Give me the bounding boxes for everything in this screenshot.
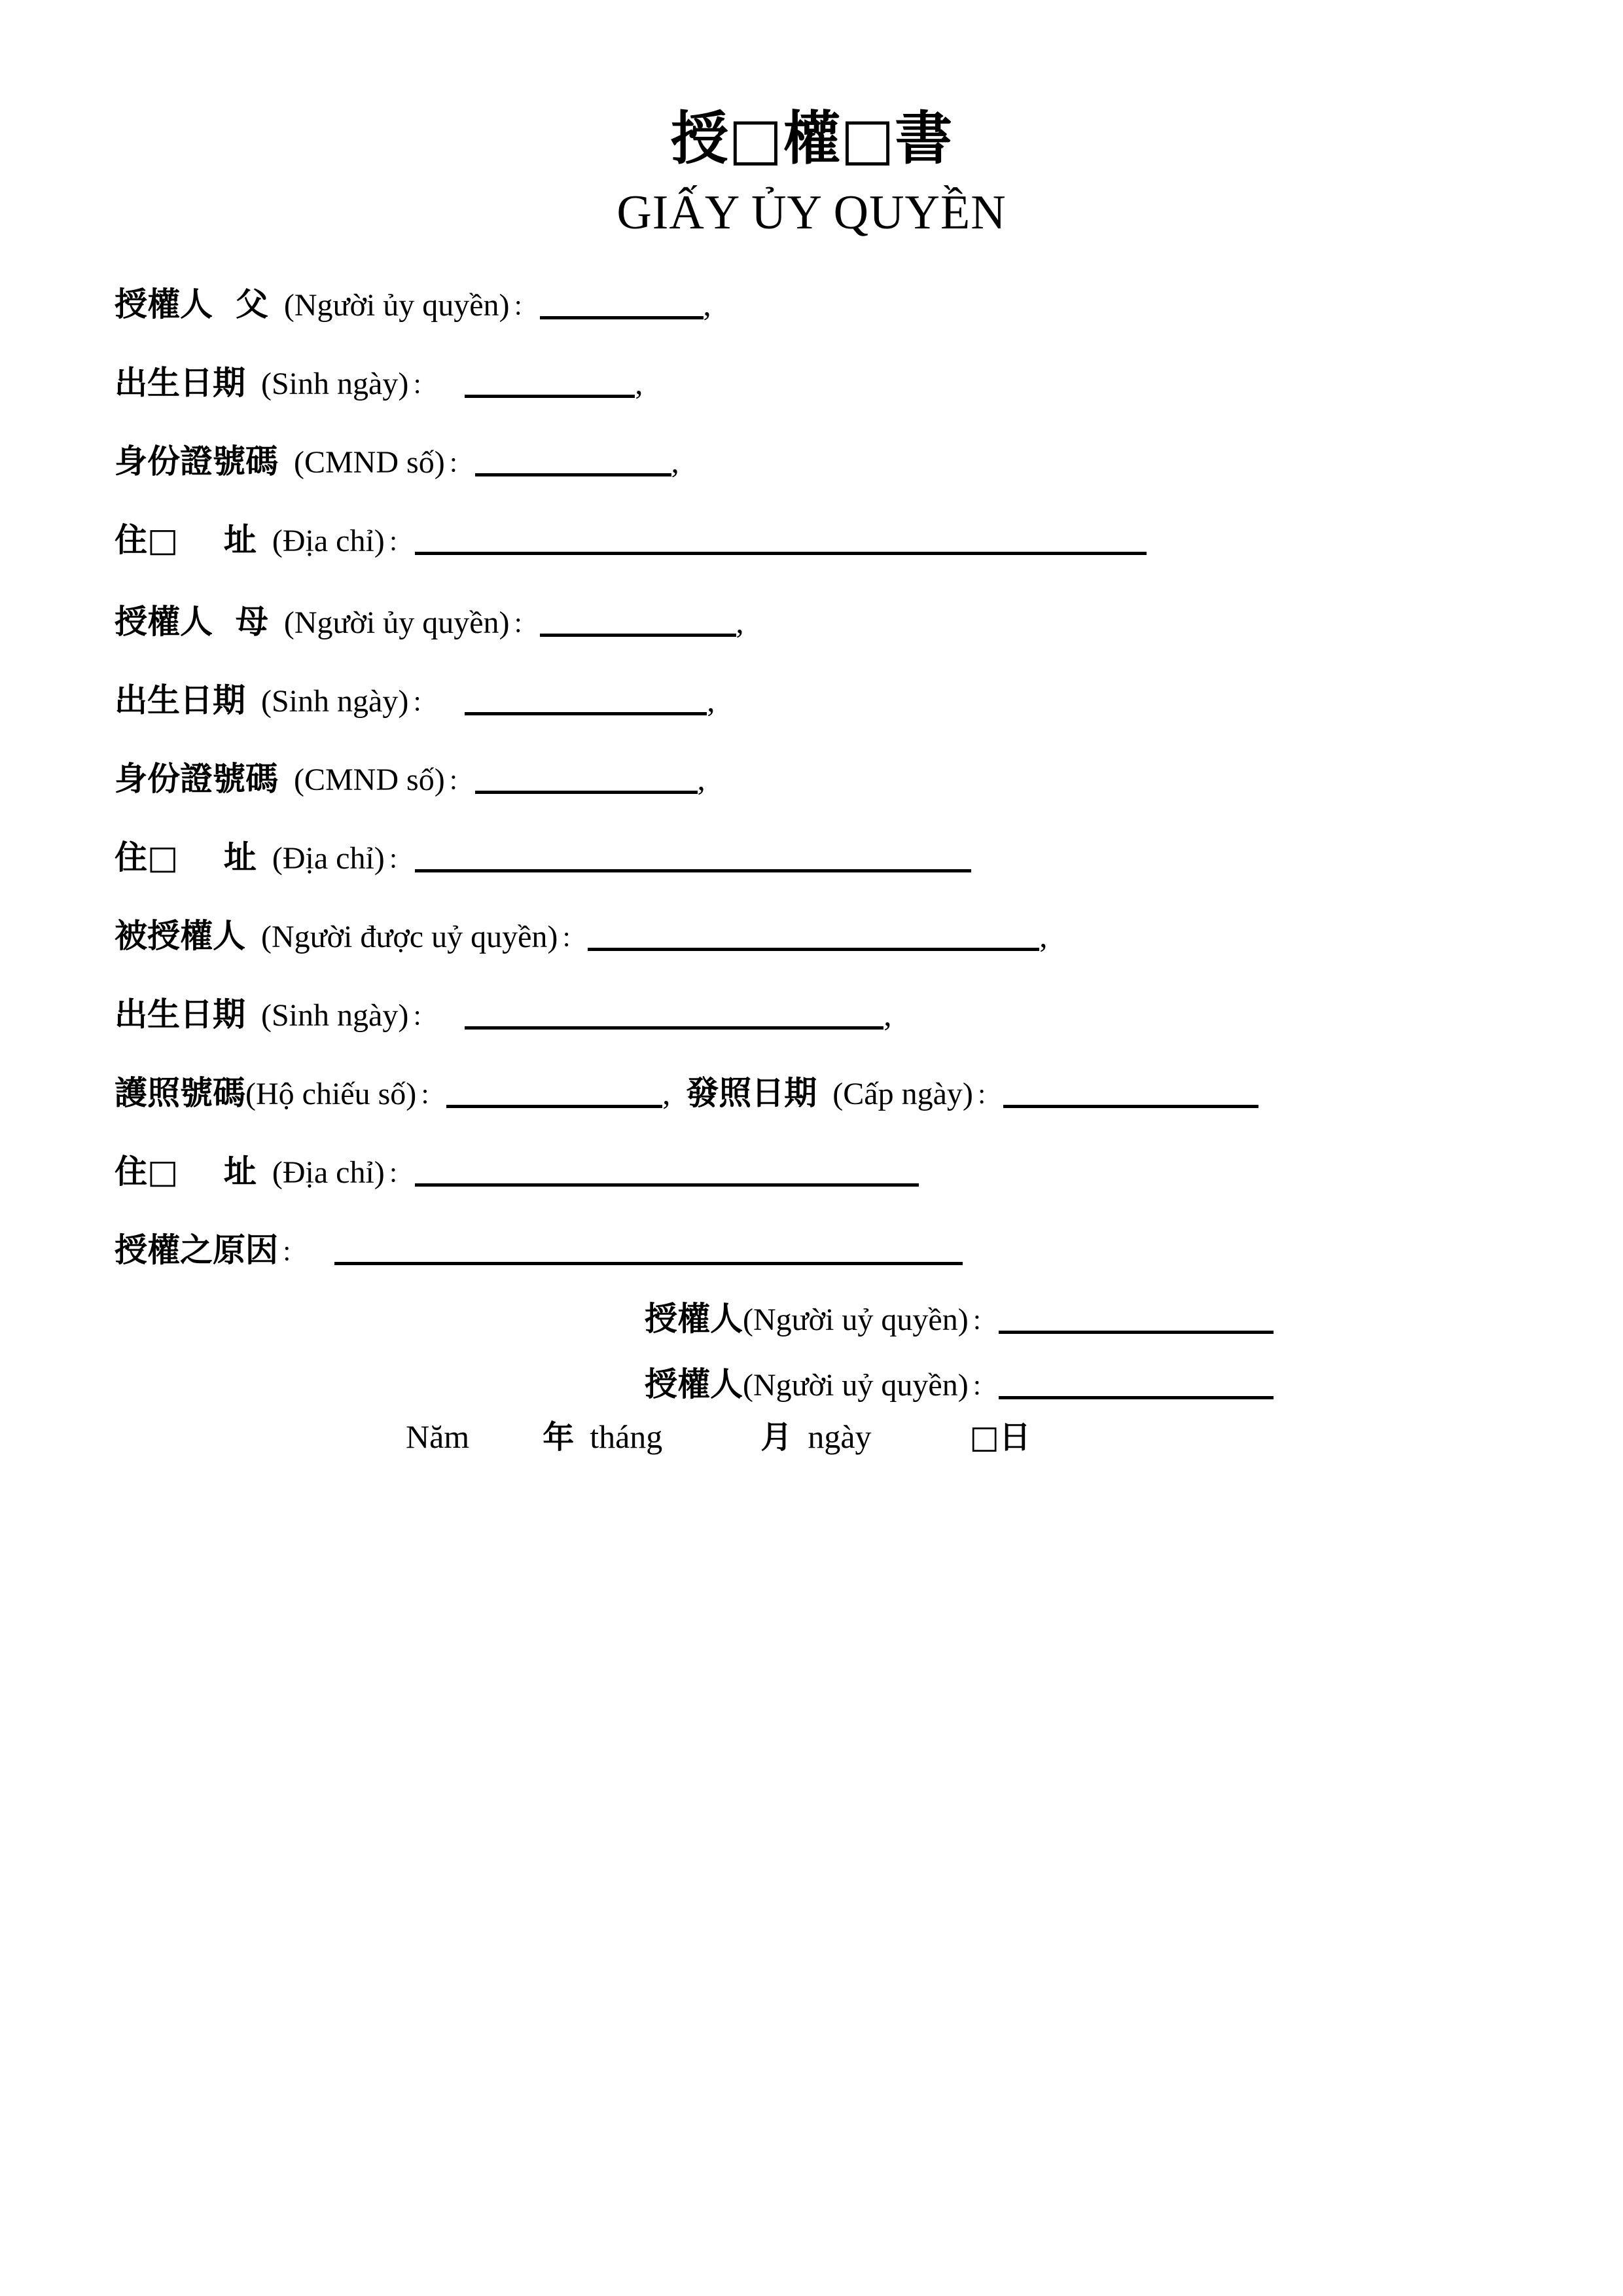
date-day-label-vn: ngày — [808, 1418, 872, 1455]
grantor-father-address-label-cjk: 住□ 址 — [115, 521, 257, 559]
page-title-vietnamese: GIẤY ỦY QUYỀN — [616, 186, 1007, 240]
grantee-dob-label-vn: (Sinh ngày) — [261, 998, 409, 1033]
grantee-dob-label-cjk: 出生日期 — [115, 996, 245, 1033]
passport-issue-date-colon: ： — [975, 1081, 1002, 1111]
grantor-mother-name-blank[interactable] — [540, 611, 736, 637]
signature-row — [645, 1302, 1274, 1336]
passport-number-label-cjk: 護照號碼 — [115, 1074, 245, 1112]
grantor-mother-address-label-cjk: 住□ 址 — [115, 838, 257, 876]
grantee-dob-blank[interactable] — [465, 1004, 883, 1030]
grantor-father-dob-blank[interactable] — [465, 372, 635, 398]
date-year-label-vn: Năm — [406, 1418, 470, 1455]
form-row — [115, 917, 1048, 955]
passport-issue-date-label-cjk: 發照日期 — [686, 1074, 817, 1112]
grantor-mother-address-colon: ： — [387, 845, 414, 875]
signature-line-2-label-vn: (Người uỷ quyền) — [743, 1368, 969, 1403]
grantor-father-dob-label-cjk: 出生日期 — [115, 364, 245, 402]
grantee-address-label-cjk: 住□ 址 — [115, 1153, 257, 1191]
grantor-father-name-label-vn: (Người ủy quyền) — [283, 288, 510, 323]
grantor-mother-dob-trailing-comma: , — [707, 684, 715, 719]
grantor-father-dob-colon: ： — [411, 370, 438, 401]
grantor-mother-id-blank[interactable] — [475, 768, 698, 794]
grantor-father-name-blank[interactable] — [540, 294, 704, 319]
form-row — [115, 605, 744, 639]
form-row — [115, 442, 679, 480]
grantee-name-trailing-comma: , — [1039, 920, 1048, 954]
signature-line-2-label-cjk: 授權人 — [645, 1365, 743, 1403]
authorization-reason-label-cjk: 授權之原因 — [115, 1231, 278, 1269]
date-year-label-cjk: 年 — [543, 1419, 575, 1456]
date-month-label-vn: tháng — [590, 1418, 663, 1455]
authorization-reason-colon: ： — [281, 1238, 307, 1268]
grantor-father-address-label-vn: (Địa chỉ) — [272, 524, 385, 558]
date-month-label-cjk: 月 — [760, 1419, 793, 1456]
grantee-dob-trailing-comma: , — [883, 998, 892, 1033]
grantor-mother-name-colon: ： — [512, 609, 539, 639]
grantor-mother-name-trailing-comma: , — [736, 605, 744, 640]
grantor-father-address-colon: ： — [387, 528, 414, 558]
date-footer — [406, 1418, 1031, 1456]
grantee-address-blank[interactable] — [415, 1161, 919, 1187]
signature-line-1-colon: ： — [971, 1306, 997, 1336]
page-title-chinese: 授□權□書 — [670, 105, 953, 172]
lead-spacer — [438, 1025, 465, 1026]
grantor-father-address-blank[interactable] — [415, 529, 1147, 555]
grantor-mother-dob-blank[interactable] — [465, 690, 707, 715]
grantor-father-id-colon: ： — [447, 449, 474, 479]
form-row — [115, 1155, 919, 1189]
form-row — [115, 285, 711, 323]
grantor-father-name-colon: ： — [512, 292, 539, 322]
grantee-dob-colon: ： — [411, 1002, 438, 1032]
grantor-father-dob-trailing-comma: , — [635, 367, 643, 401]
signature-line-2-colon: ： — [971, 1372, 997, 1402]
form-row — [115, 681, 715, 719]
form-row — [115, 838, 971, 876]
grantor-father-id-label-cjk: 身份證號碼 — [115, 442, 278, 480]
passport-issue-date-blank[interactable] — [1003, 1083, 1258, 1108]
form-row — [115, 998, 891, 1031]
grantor-father-dob-label-vn: (Sinh ngày) — [261, 367, 409, 401]
passport-number-label-vn: (Hộ chiếu số) — [245, 1077, 417, 1111]
grantor-mother-dob-label-vn: (Sinh ngày) — [261, 684, 409, 719]
form-row — [115, 364, 643, 402]
grantor-mother-id-label-cjk: 身份證號碼 — [115, 760, 278, 798]
passport-issue-date-label-vn: (Cấp ngày) — [832, 1077, 973, 1111]
grantor-mother-dob-label-cjk: 出生日期 — [115, 681, 245, 719]
form-row — [115, 762, 705, 796]
grantor-mother-name-label-vn: (Người ủy quyền) — [283, 605, 510, 640]
signature-row — [645, 1365, 1274, 1403]
grantee-address-colon: ： — [387, 1159, 414, 1189]
grantor-mother-id-colon: ： — [447, 766, 474, 797]
grantee-name-label-vn: (Người được uỷ quyền) — [261, 920, 558, 954]
signature-line-2-blank[interactable] — [999, 1374, 1274, 1399]
signature-line-1-blank[interactable] — [999, 1308, 1274, 1334]
grantor-mother-id-trailing-comma: , — [697, 762, 705, 797]
grantor-mother-dob-colon: ： — [411, 688, 438, 718]
grantee-name-label-cjk: 被授權人 — [115, 917, 245, 955]
grantor-father-id-blank[interactable] — [475, 451, 671, 476]
signature-line-1-label-vn: (Người uỷ quyền) — [743, 1302, 969, 1337]
grantee-name-colon: ： — [560, 924, 587, 954]
grantor-mother-address-blank[interactable] — [415, 847, 971, 872]
signature-line-1-label-cjk: 授權人 — [645, 1300, 743, 1338]
form-row — [115, 1231, 963, 1269]
grantor-father-name-label-cjk: 授權人 父 — [115, 285, 268, 323]
grantor-mother-address-label-vn: (Địa chỉ) — [272, 841, 385, 876]
lead-spacer — [438, 393, 465, 394]
grantee-name-blank[interactable] — [588, 925, 1039, 951]
passport-row — [115, 1074, 1258, 1112]
authorization-reason-blank[interactable] — [334, 1240, 963, 1265]
passport-separator-comma: , — [662, 1077, 671, 1111]
date-day-label-cjk: □日 — [969, 1419, 1031, 1456]
grantor-father-id-trailing-comma: , — [671, 445, 679, 480]
grantor-mother-name-label-cjk: 授權人 母 — [115, 603, 268, 641]
passport-number-colon: ： — [419, 1081, 446, 1111]
passport-number-blank[interactable] — [446, 1083, 662, 1108]
grantee-address-label-vn: (Địa chỉ) — [272, 1155, 385, 1190]
grantor-father-name-trailing-comma: , — [703, 288, 711, 323]
grantor-mother-id-label-vn: (CMND số) — [294, 762, 445, 797]
form-row — [115, 521, 1147, 559]
grantor-father-id-label-vn: (CMND số) — [294, 445, 445, 480]
